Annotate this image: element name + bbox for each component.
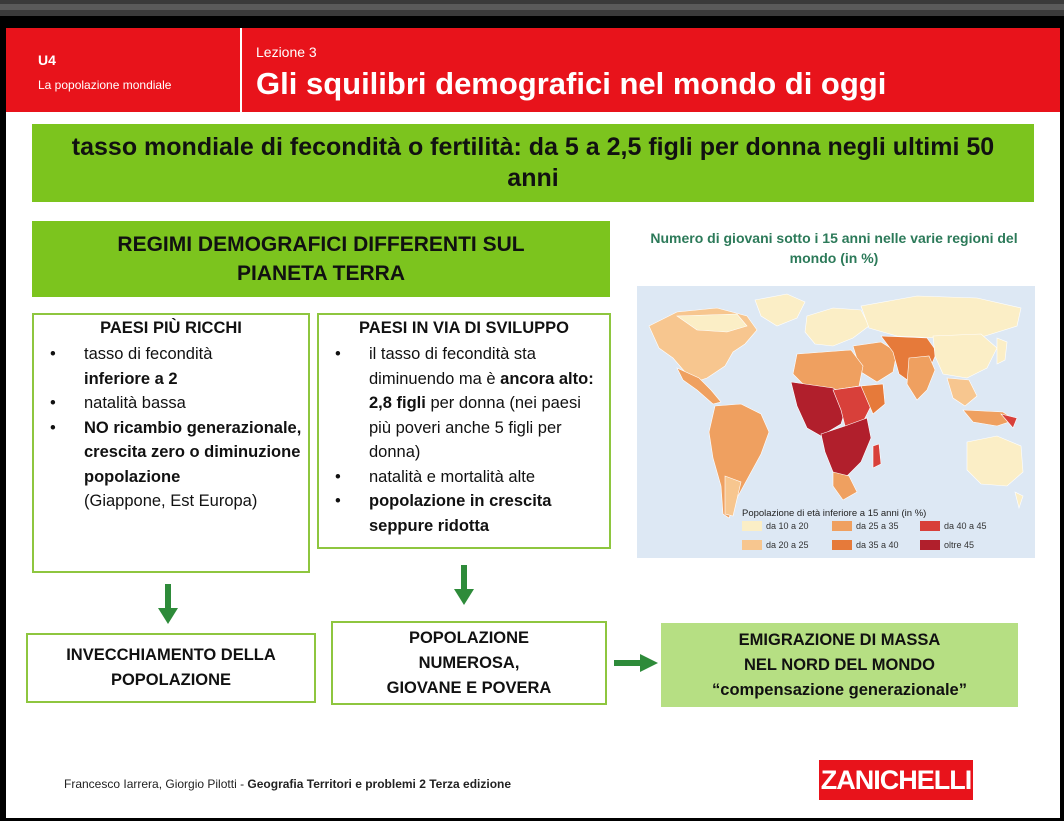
list-item: • tasso di fecondità inferiore a 2 (50, 345, 213, 388)
legend-item: oltre 45 (920, 540, 974, 550)
aging-population-box (26, 633, 316, 703)
unit-label: U4 (38, 52, 56, 68)
list-item: • popolazione in crescita seppure ridotta (335, 492, 552, 535)
arrow-down-icon (452, 565, 476, 607)
slide-title: Gli squilibri demografici nel mondo di oggi (256, 66, 887, 101)
developing-countries-box (317, 313, 611, 549)
slide (6, 28, 1060, 818)
legend-swatch (742, 540, 762, 550)
rich-countries-list (40, 342, 302, 514)
developing-countries-list (325, 342, 603, 538)
list-item: • il tasso di fecondità sta diminuendo ma è ancora alto: 2,8 figli per donna (nei paesi più poveri anche 5 figli per donna) (335, 345, 594, 461)
legend-item: da 25 a 35 (832, 521, 899, 531)
header-divider (240, 28, 242, 112)
publisher-logo-text: ZANICHELLI (820, 764, 972, 795)
legend-swatch (832, 521, 852, 531)
developing-countries-title: PAESI IN VIA DI SVILUPPO (359, 319, 569, 337)
map-title: Numero di giovani sotto i 15 anni nelle varie regioni del mondo (in %) (650, 230, 1018, 266)
fertility-banner (32, 124, 1034, 202)
young-population-box (331, 621, 607, 705)
fertility-banner-text: tasso mondiale di fecondità o fertilità: da 5 a 2,5 figli per donna negli ultimi 50 anni (71, 133, 995, 192)
slide-header (6, 28, 1060, 112)
footer-book: Geografia Territori e problemi 2 Terza edizione (247, 777, 512, 791)
window-top-bar (0, 0, 1064, 16)
aging-population-text: INVECCHIAMENTO DELLA POPOLAZIONE (66, 646, 276, 689)
list-item: • natalità bassa (50, 394, 186, 412)
map-legend-title: Popolazione di età inferiore a 15 anni (in %) (742, 508, 927, 519)
emigration-line: “compensazione generazionale” (712, 680, 967, 699)
regimi-heading-text: REGIMI DEMOGRAFICI DIFFERENTI SUL PIANETA TERRA (117, 233, 525, 285)
legend-item: da 10 a 20 (742, 521, 809, 531)
young-population-line: NUMEROSA, (418, 653, 520, 672)
footer-authors: Francesco Iarrera, Giorgio Pilotti - (64, 777, 248, 791)
legend-swatch (920, 540, 940, 550)
list-item: • NO ricambio generazionale, crescita zero o diminuzione popolazione (Giappone, Est Europa) (50, 418, 302, 510)
young-population-line: GIOVANE E POVERA (386, 678, 552, 697)
arrow-right-icon (614, 654, 658, 672)
rich-countries-box (32, 313, 310, 573)
rich-countries-title: PAESI PIÙ RICCHI (100, 319, 242, 337)
emigration-line: EMIGRAZIONE DI MASSA (738, 630, 941, 649)
emigration-box (661, 623, 1018, 707)
list-item: • natalità e mortalità alte (335, 467, 536, 486)
publisher-logo (819, 760, 973, 800)
footer-credits (64, 777, 511, 791)
legend-item: da 40 a 45 (920, 521, 987, 531)
unit-subtitle: La popolazione mondiale (38, 78, 172, 92)
regimi-heading (32, 221, 610, 297)
legend-swatch (920, 521, 940, 531)
legend-swatch (832, 540, 852, 550)
arrow-down-icon (156, 584, 180, 626)
legend-item: da 20 a 25 (742, 540, 809, 550)
unit-block (6, 28, 234, 112)
legend-item: da 35 a 40 (832, 540, 899, 550)
young-population-line: POPOLAZIONE (408, 628, 530, 647)
legend-swatch (742, 521, 762, 531)
lesson-label: Lezione 3 (256, 44, 317, 60)
emigration-line: NEL NORD DEL MONDO (744, 655, 935, 674)
